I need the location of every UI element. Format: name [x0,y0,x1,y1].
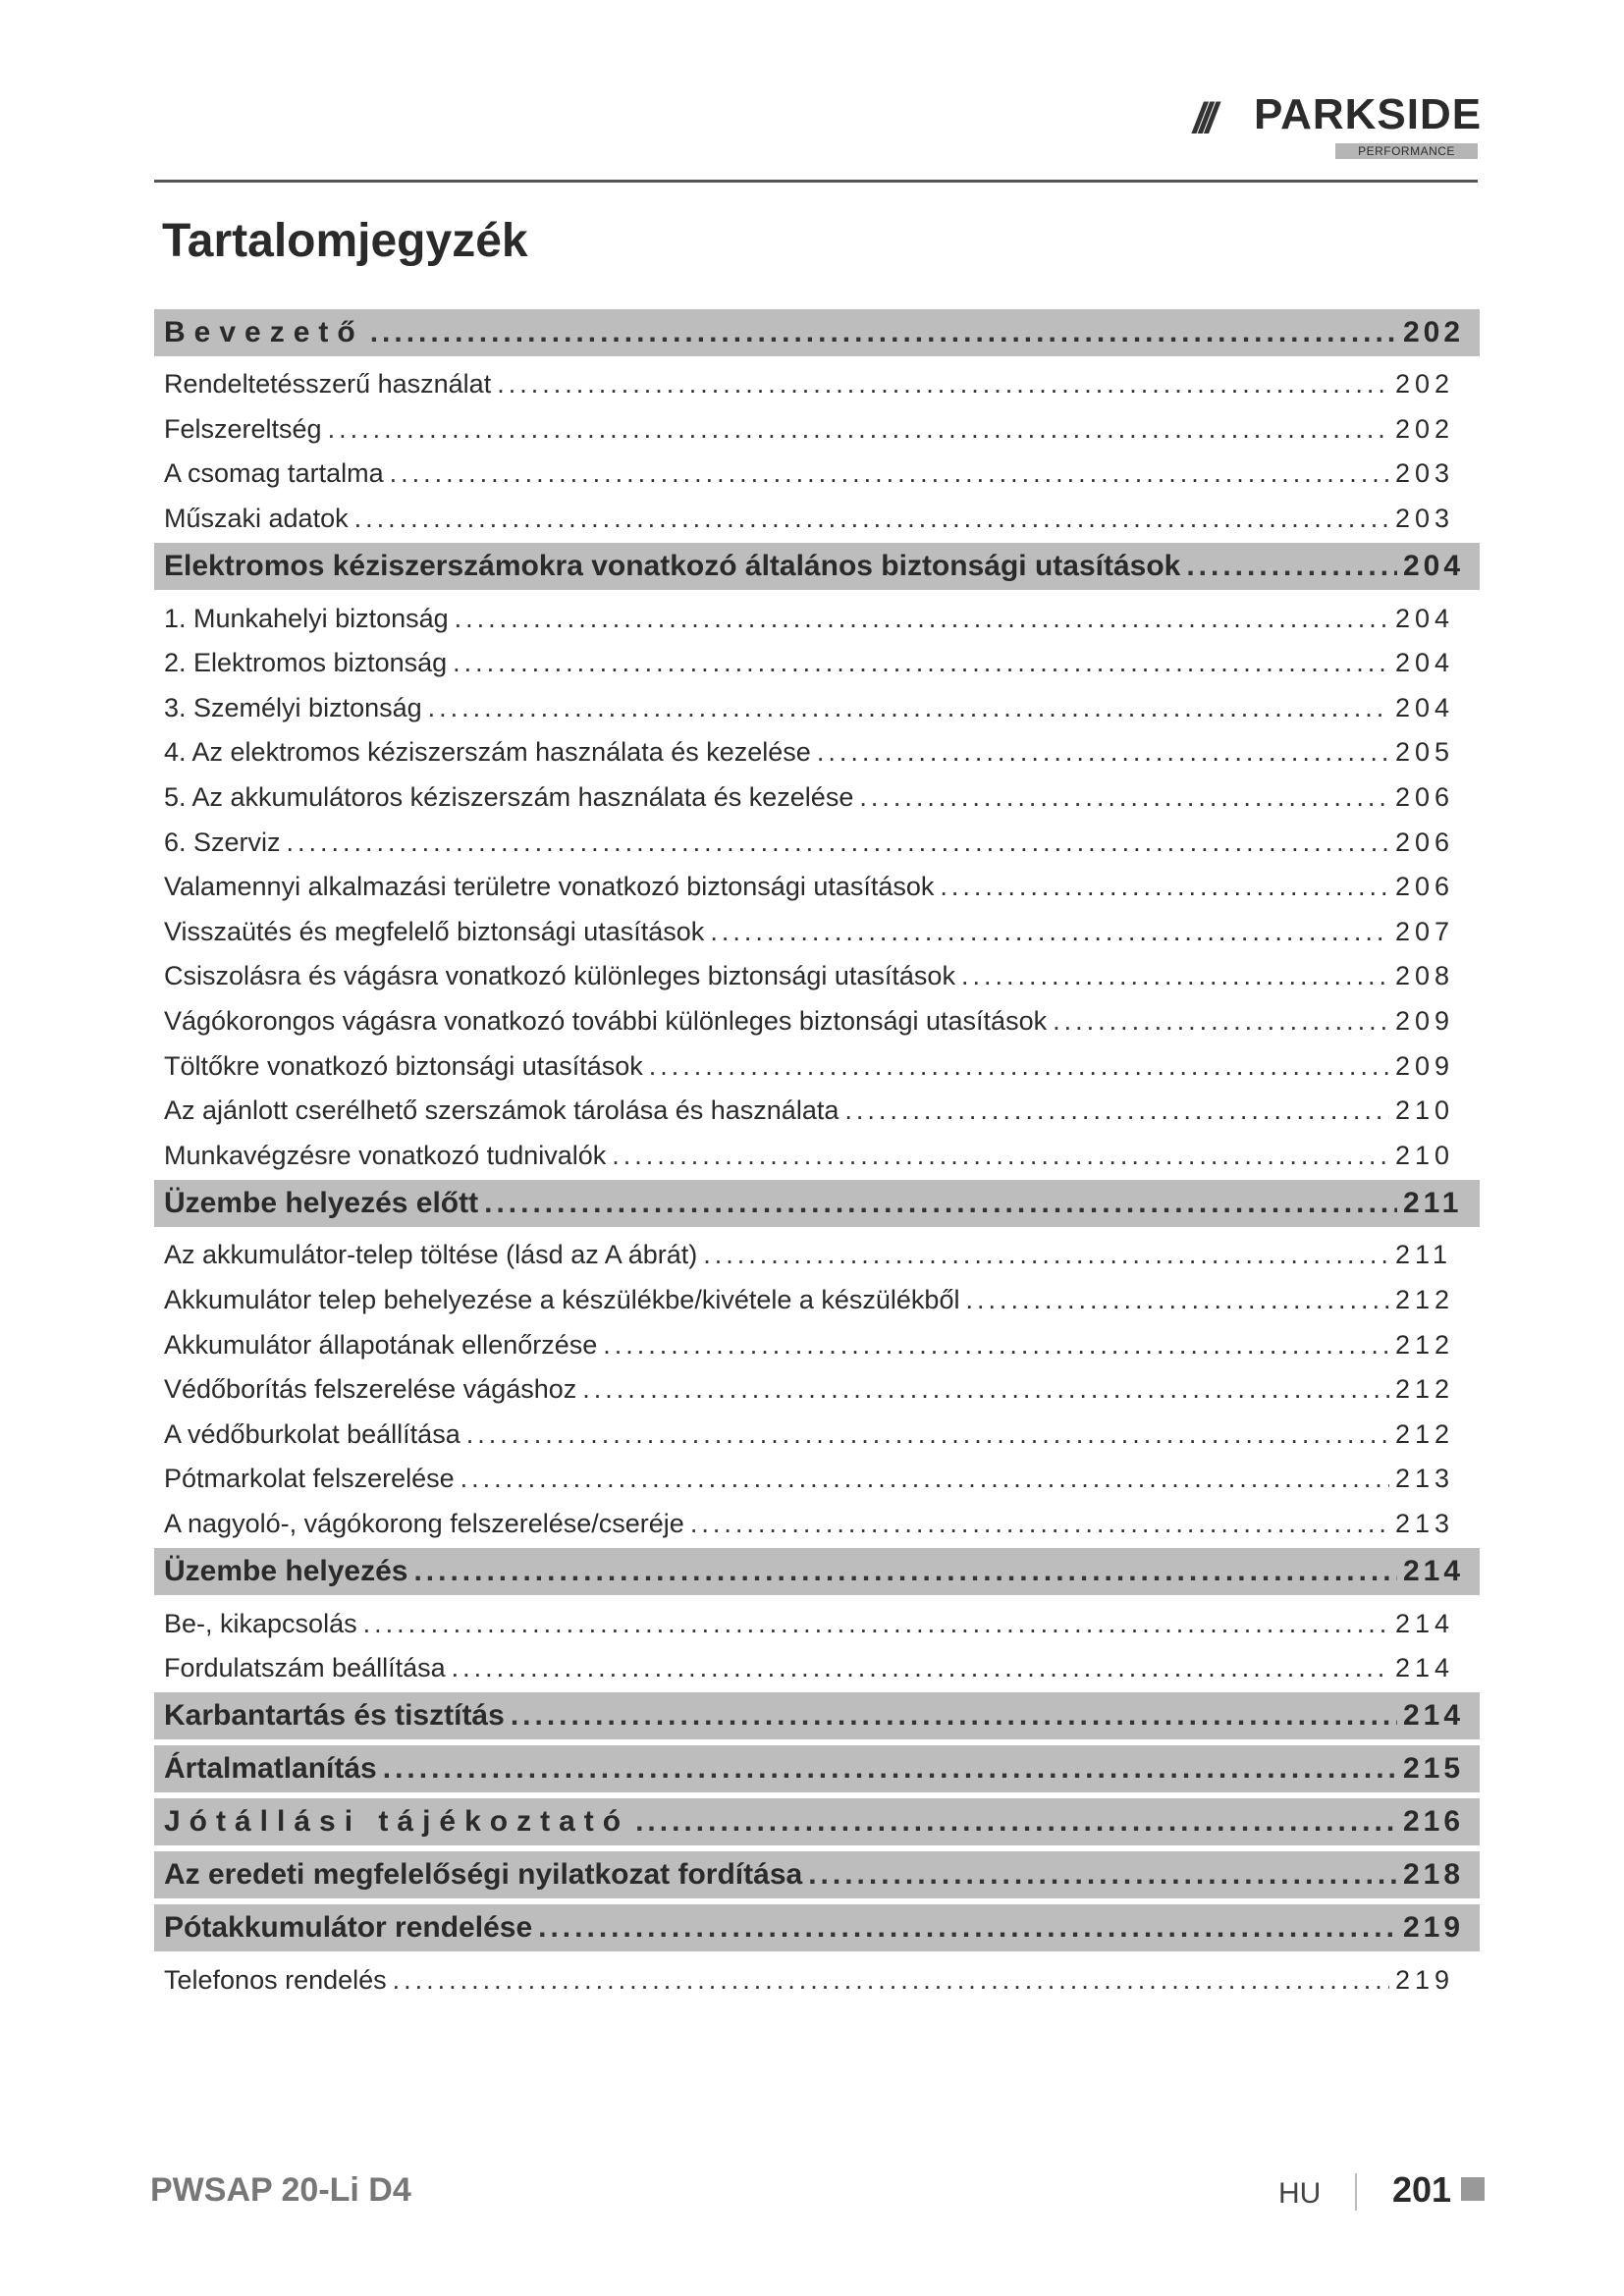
toc-entry-page: 212 [1395,1329,1455,1360]
toc-leader-dots [703,1240,1389,1270]
toc-entry-label: Felszereltség [164,413,322,444]
toc-entry-page: 203 [1395,458,1455,489]
toc-entry-label: Karbantartás és tisztítás [164,1699,505,1733]
toc-entry [154,730,1486,775]
toc-leader-dots [466,1419,1389,1450]
toc-entry-page: 207 [1395,916,1455,946]
toc-entry-page: 208 [1395,961,1455,991]
toc-entry-label: Visszaütés és megfelelő biztonsági utasítások [164,916,705,946]
toc-entry-page: 216 [1403,1805,1465,1839]
toc-entry-label: Vágókorongos vágásra vonatkozó további különleges biztonsági utasítások [164,1006,1048,1037]
toc-leader-dots [940,872,1389,902]
toc-entry-page: 204 [1395,648,1455,678]
toc-leader-dots [460,1464,1389,1494]
toc-entry [154,1457,1486,1502]
toc-leader-dots [393,1965,1389,1996]
footer-square-mark [1461,2177,1485,2201]
toc-section-heading [154,1692,1480,1739]
toc-entry [154,1043,1486,1089]
toc-entry-page: 213 [1395,1508,1455,1538]
toc-leader-dots [817,737,1389,768]
toc-entry-label: Műszaki adatok [164,504,349,534]
toc-entry [154,999,1486,1044]
toc-leader-dots [484,1187,1397,1220]
toc-leader-dots [363,1609,1389,1639]
toc-entry [154,775,1486,821]
toc-entry [154,407,1486,453]
toc-entry-page: 219 [1395,1964,1455,1995]
toc-entry-page: 214 [1395,1653,1455,1683]
footer-separator [1355,2173,1357,2211]
toc-entry-label: Telefonos rendelés [164,1964,387,1995]
toc-leader-dots [354,504,1389,534]
toc-leader-dots [1186,550,1397,583]
toc-entry-page: 214 [1403,1555,1465,1588]
toc-entry-page: 210 [1395,1140,1455,1170]
toc-leader-dots [1053,1006,1389,1037]
toc-leader-dots [635,1805,1397,1839]
toc-entry-label: Védőborítás felszerelése vágáshoz [164,1374,577,1405]
toc-entry-page: 212 [1395,1418,1455,1449]
toc-leader-dots [582,1374,1389,1405]
toc-entry-page: 215 [1403,1752,1465,1786]
toc-entry-page: 206 [1395,872,1455,902]
toc-entry-page: 204 [1395,603,1455,633]
toc-entry [154,1233,1486,1278]
toc-entry-label: Jótállási tájékoztató [164,1805,630,1839]
toc-entry-label: Az eredeti megfelelőségi nyilatkozat fordítása [164,1858,803,1892]
toc-section-heading [154,1798,1480,1845]
toc-entry [154,362,1486,407]
logo-brand-name: PARKSIDE [1254,90,1483,138]
page-title: Tartalomjegyzék [162,215,528,267]
toc-entry-page: 210 [1395,1095,1455,1126]
toc-entry-page: 214 [1403,1699,1465,1733]
toc-leader-dots [808,1858,1397,1892]
toc-leader-dots [965,1285,1389,1315]
toc-entry-page: 218 [1403,1858,1465,1892]
toc-entry-label: A nagyoló-, vágókorong felszerelése/cseréje [164,1508,684,1538]
toc-leader-dots [390,458,1389,489]
toc-entry-label: Valamennyi alkalmazási területre vonatkozó biztonsági utasítások [164,872,935,902]
toc-leader-dots [370,316,1397,349]
footer-model-number: PWSAP 20-Li D4 [150,2171,411,2209]
toc-entry-label: Pótakkumulátor rendelése [164,1911,533,1945]
toc-entry [154,686,1486,731]
toc-leader-dots [612,1141,1389,1171]
toc-entry-label: Akkumulátor állapotának ellenőrzése [164,1329,598,1360]
toc-section-heading [154,1745,1480,1792]
toc-entry [154,596,1486,641]
toc-leader-dots [453,648,1389,678]
toc-entry [154,1412,1486,1457]
toc-entry-label: Töltőkre vonatkozó biztonsági utasítások [164,1050,643,1081]
toc-entry-page: 203 [1395,504,1455,534]
toc-entry-page: 205 [1395,737,1455,768]
toc-entry [154,1502,1486,1547]
toc-entry-label: Üzembe helyezés [164,1555,408,1588]
toc-entry-label: 2. Elektromos biztonság [164,648,448,678]
toc-entry-page: 211 [1403,1187,1463,1220]
toc-entry-label: 3. Személyi biztonság [164,692,422,722]
toc-section-heading [154,1548,1480,1595]
footer-page-number: 201 [1392,2169,1452,2210]
table-of-contents [154,307,1624,2002]
toc-entry-page: 219 [1403,1911,1465,1945]
toc-entry [154,1646,1486,1691]
toc-leader-dots [603,1330,1389,1361]
toc-entry-page: 204 [1395,692,1455,722]
toc-entry-label: Elektromos kéziszerszámokra vonatkozó általános biztonsági utasítások [164,550,1181,583]
toc-leader-dots [859,782,1389,813]
toc-entry-label: A csomag tartalma [164,458,384,489]
toc-entry-page: 209 [1395,1050,1455,1081]
toc-entry [154,865,1486,910]
toc-entry-label: Rendeltetésszerű használat [164,369,492,400]
toc-section-heading [154,543,1480,590]
logo-slashes: /// [1193,94,1212,142]
toc-entry-label: Ártalmatlanítás [164,1752,377,1786]
toc-entry-label: Be-, kikapcsolás [164,1608,357,1638]
toc-leader-dots [690,1509,1389,1539]
toc-entry-label: Üzembe helyezés előtt [164,1187,479,1220]
logo-subline: PERFORMANCE [1335,143,1478,159]
toc-entry-label: 1. Munkahelyi biztonság [164,603,449,633]
toc-entry-label: 6. Szerviz [164,827,281,857]
toc-leader-dots [538,1911,1397,1945]
toc-entry-page: 202 [1395,369,1455,400]
toc-entry-page: 211 [1395,1240,1453,1270]
toc-section-heading [154,309,1480,356]
toc-leader-dots [452,1653,1389,1683]
toc-leader-dots [455,604,1389,634]
toc-entry-page: 209 [1395,1006,1455,1037]
toc-leader-dots [497,369,1389,400]
toc-leader-dots [710,917,1389,947]
toc-section-heading [154,1904,1480,1951]
toc-entry-label: Csiszolásra és vágásra vonatkozó különleges biztonsági utasítások [164,961,955,991]
toc-entry-label: Pótmarkolat felszerelése [164,1464,455,1494]
toc-entry [154,1134,1486,1179]
toc-leader-dots [287,828,1389,858]
toc-leader-dots [428,693,1389,723]
toc-entry-page: 202 [1395,413,1455,444]
toc-entry-page: 202 [1403,316,1465,348]
toc-entry-page: 204 [1403,550,1465,583]
toc-entry [154,1367,1486,1413]
toc-entry-page: 212 [1395,1374,1455,1405]
parkside-logo [1193,90,1483,167]
toc-entry [154,1322,1486,1367]
toc-entry-page: 212 [1395,1284,1455,1314]
toc-entry-page: 213 [1395,1464,1455,1494]
toc-entry-label: Akkumulátor telep behelyezése a készülékbe/kivétele a készülékből [164,1284,960,1314]
toc-section-heading [154,1851,1480,1898]
toc-leader-dots [383,1752,1397,1786]
toc-entry [154,452,1486,497]
toc-entry [154,910,1486,955]
toc-leader-dots [328,414,1389,445]
toc-entry [154,1957,1486,2002]
toc-leader-dots [649,1051,1389,1082]
header-rule [154,180,1478,183]
toc-entry [154,820,1486,865]
toc-entry-page: 206 [1395,827,1455,857]
toc-entry-label: A védőburkolat beállítása [164,1418,460,1449]
toc-entry [154,497,1486,542]
toc-entry-page: 214 [1395,1608,1455,1638]
toc-leader-dots [413,1555,1397,1588]
toc-entry-label: Az ajánlott cserélhető szerszámok tárolása és használata [164,1095,839,1126]
toc-entry-label: 4. Az elektromos kéziszerszám használata és kezelése [164,737,811,768]
toc-entry-label: Fordulatszám beállítása [164,1653,446,1683]
toc-entry [154,641,1486,686]
toc-entry-label: Az akkumulátor-telep töltése (lásd az A ábrát) [164,1240,698,1270]
toc-entry-label: Munkavégzésre vonatkozó tudnivalók [164,1140,607,1170]
footer-language: HU [1278,2177,1322,2210]
toc-leader-dots [961,961,1389,991]
toc-entry [154,1089,1486,1134]
toc-leader-dots [511,1699,1397,1733]
toc-entry [154,954,1486,999]
toc-entry-label: 5. Az akkumulátoros kéziszerszám használata és kezelése [164,782,854,813]
toc-leader-dots [844,1095,1389,1126]
toc-entry [154,1278,1486,1323]
toc-entry-page: 206 [1395,782,1455,813]
toc-entry-label: Bevezető [164,316,364,348]
toc-entry [154,1601,1486,1646]
toc-section-heading [154,1180,1480,1227]
